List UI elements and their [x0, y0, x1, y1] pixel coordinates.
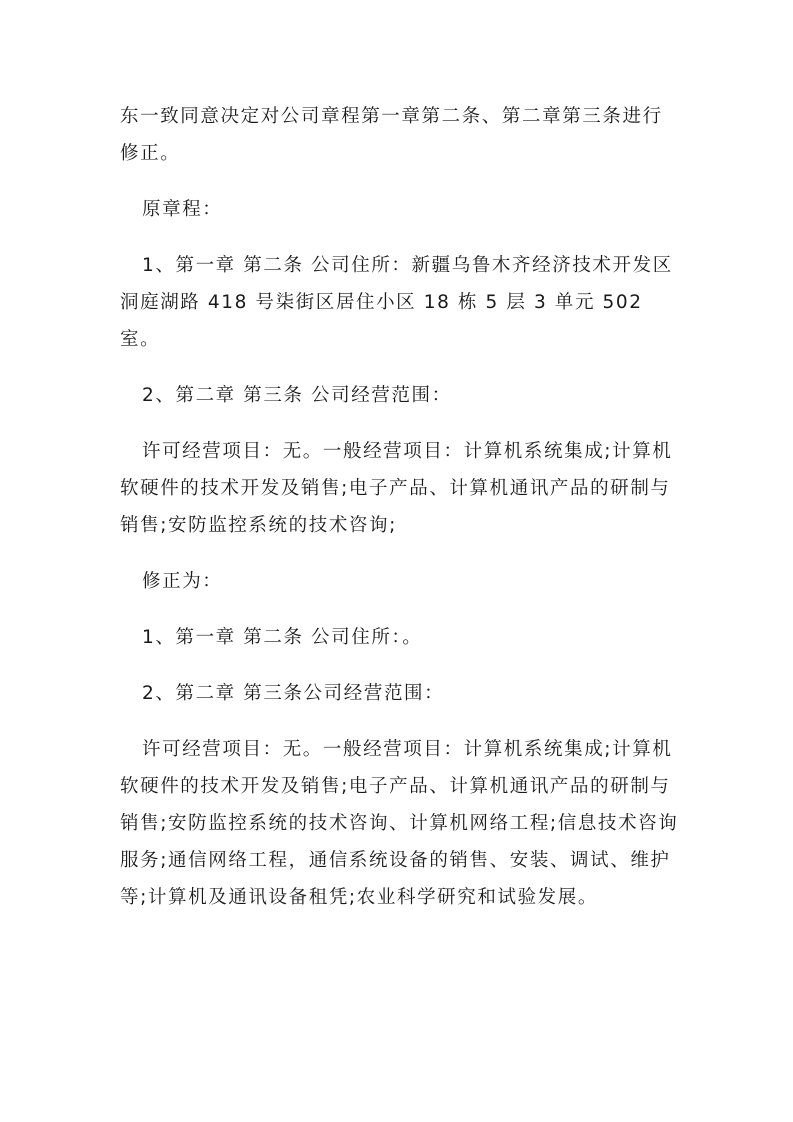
- heading-amended-articles: 修正为：: [142, 571, 223, 592]
- original-article-address: 1、第一章 第二条 公司住所：新疆乌鲁木齐经济技术开发区洞庭湖路 418 号柒街区居住小区 18 栋 5 层 3 单元 502 室。: [120, 255, 673, 350]
- document-body: [120, 98, 680, 916]
- amended-article-address: 1、第一章 第二条 公司住所：。: [142, 627, 423, 648]
- amended-article-scope: 许可经营项目：无。一般经营项目：计算机系统集成;计算机软硬件的技术开发及销售;电子产品、计算机通讯产品的研制与销售;安防监控系统的技术咨询、计算机网络工程;信息技术咨询服务;通信网络工程，通信系统设备的销售、安装、调试、维护等;计算机及通讯设备租凭;农业科学研究和试验发展。: [120, 739, 679, 908]
- heading-original-articles: 原章程：: [142, 199, 223, 220]
- paragraph-resolution: 东一致同意决定对公司章程第一章第二条、第二章第三条进行修正。: [120, 106, 663, 164]
- amended-article-scope-heading: 2、第二章 第三条公司经营范围：: [142, 683, 445, 704]
- original-article-scope: 许可经营项目：无。一般经营项目：计算机系统集成;计算机软硬件的技术开发及销售;电子产品、计算机通讯产品的研制与销售;安防监控系统的技术咨询;: [120, 441, 673, 536]
- original-article-scope-heading: 2、第二章 第三条 公司经营范围：: [142, 385, 452, 406]
